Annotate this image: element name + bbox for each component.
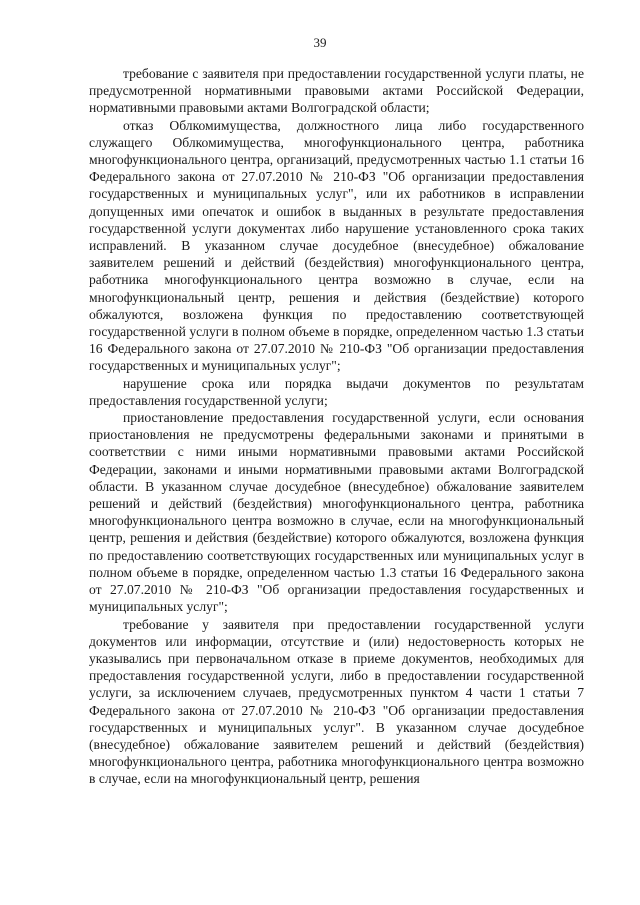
- page-number: 39: [313, 35, 327, 50]
- paragraph-fee-requirement: требование с заявителя при предоставлении государственной услуги платы, не предусмотренной нормативными правовыми актами Российской Федерации, нормативными правовыми актами Волгоградской области;: [89, 66, 584, 116]
- paragraph-correction-refusal: отказ Облкомимущества, должностного лица либо государственного служащего Облкомимущества, многофункционального центра, работника многофункционального центра, организаций, предусмотренных частью 1.1 статьи 16 Федерального закона от 27.07.2010 № 210-ФЗ "Об организации предоставления государственных и муниципальных услуг", или их работников в исправлении допущенных ими опечаток и ошибок в выданных в результате предоставления государственной услуги документах либо нарушение установленного срока таких исправлений. В указанном случае досудебное (внесудебное) обжалование заявителем решений и действий (бездействия) многофункционального центра, работника многофункционального центра возможно в случае, если на многофункциональный центр, решения и действия (бездействие) которого обжалуются, возложена функция по предоставлению соответствующей государственной услуги в полном объеме в порядке, определенном частью 1.3 статьи 16 Федерального закона от 27.07.2010 № 210-ФЗ "Об организации предоставления государственных и муниципальных услуг";: [89, 117, 584, 374]
- document-body: [89, 65, 584, 788]
- paragraph-deadline-violation: нарушение срока или порядка выдачи документов по результатам предоставления государственной услуги;: [89, 375, 584, 408]
- paragraph-suspension: приостановление предоставления государственной услуги, если основания приостановления не предусмотрены федеральными законами и принятыми в соответствии с ними иными нормативными правовыми актами Российской Федерации, законами и иными нормативными правовыми актами Волгоградской области. В указанном случае досудебное (внесудебное) обжалование заявителем решений и действий (бездействия) многофункционального центра, работника многофункционального центра возможно в случае, если на многофункциональный центр, решения и действия (бездействие) которого обжалуются, возложена функция по предоставлению соответствующих государственных или муниципальных услуг в полном объеме в порядке, определенном частью 1.3 статьи 16 Федерального закона от 27.07.2010 № 210-ФЗ "Об организации предоставления государственных и муниципальных услуг";: [89, 410, 584, 615]
- paragraph-documents-requirement: требование у заявителя при предоставлении государственной услуги документов или информации, отсутствие и (или) недостоверность которых не указывались при первоначальном отказе в приеме документов, необходимых для предоставления государственной услуги, либо в предоставлении государственной услуги, за исключением случаев, предусмотренных пунктом 4 части 1 статьи 7 Федерального закона от 27.07.2010 № 210-ФЗ "Об организации предоставления государственных и муниципальных услуг". В указанном случае досудебное (внесудебное) обжалование заявителем решений и действий (бездействия) многофункционального центра, работника многофункционального центра возможно в случае, если на многофункциональный центр, решения: [89, 616, 584, 787]
